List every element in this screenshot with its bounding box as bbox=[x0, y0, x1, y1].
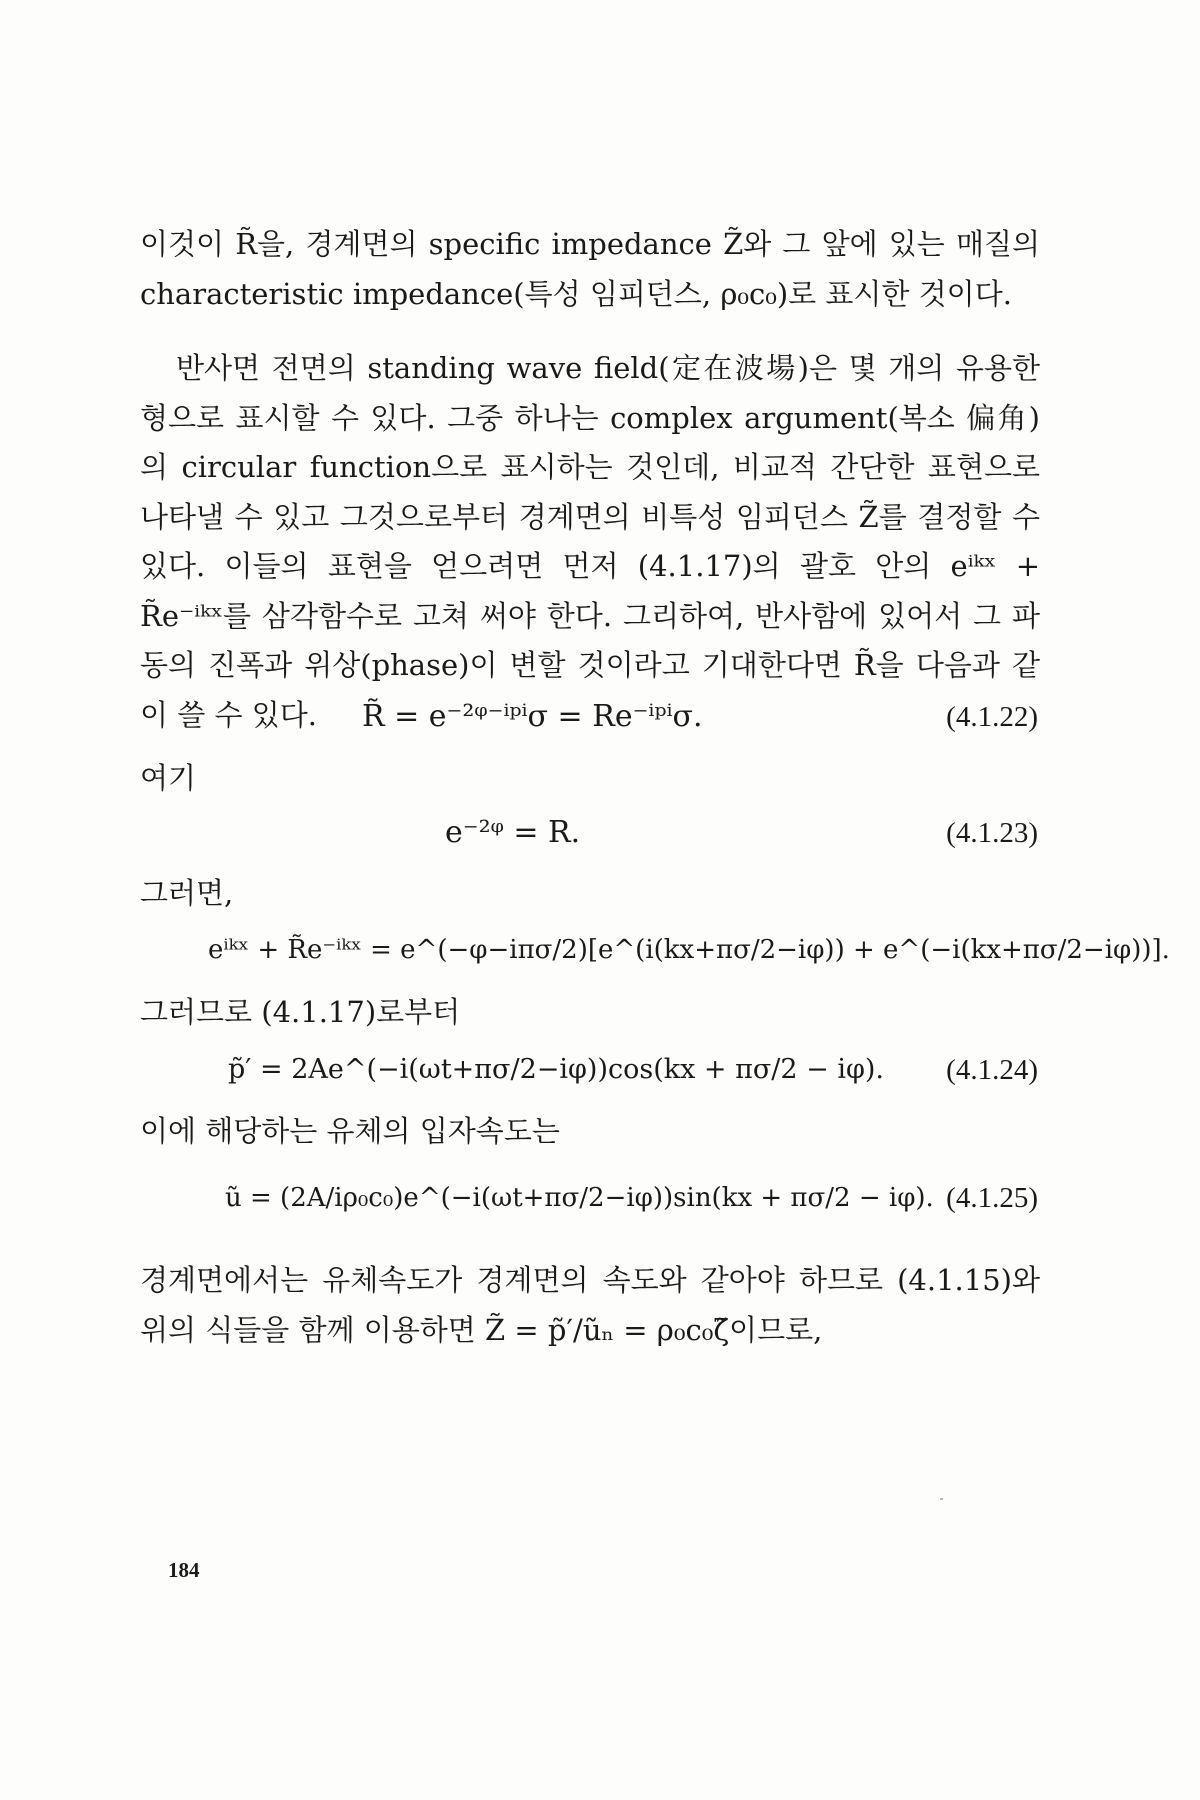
equation-number-4-1-25: (4.1.25) bbox=[946, 1182, 1038, 1214]
paragraph-standing-wave: 반사면 전면의 standing wave field(定在波場)은 몇 개의 유용한 형으로 표시할 수 있다. 그중 하나는 complex argument(복소 偏角)의 circular function으로 표시하는 것인데, 비교적 간단한 표현으로 나타낼 수 있고 그것으로부터 경계면의 비특성 임피던스 Z̃를 결정할 수 있다. 이들의 표현을 얻으려면 먼저 (4.1.17)의 괄호 안의 eⁱᵏˣ + R̃e⁻ⁱᵏˣ를 삼각함수로 고쳐 써야 한다. 그리하여, 반사함에 있어서 그 파동의 진폭과 위상(phase)이 변할 것이라고 기대한다면 R̃을 다음과 같이 쓸 수 있다. bbox=[140, 351, 1040, 732]
equation-4-1-23: e⁻²ᵠ = R. bbox=[445, 815, 581, 850]
label-then: 그러면, bbox=[140, 876, 234, 910]
equation-4-1-22: R̃ = e⁻²ᵠ⁻ⁱᵖⁱσ = Re⁻ⁱᵖⁱσ. bbox=[362, 699, 703, 734]
equation-number-4-1-22: (4.1.22) bbox=[946, 701, 1038, 733]
page-number: 184 bbox=[168, 1558, 200, 1582]
equation-number-4-1-24: (4.1.24) bbox=[946, 1054, 1038, 1086]
label-here: 여기 bbox=[140, 761, 197, 795]
scan-speck bbox=[940, 1498, 943, 1500]
label-therefore: 그러므로 (4.1.17)로부터 bbox=[140, 995, 461, 1029]
equation-number-4-1-23: (4.1.23) bbox=[946, 817, 1038, 849]
paragraph-reflection-impedance: 이것이 R̃을, 경계면의 specific impedance Z̃와 그 앞에 있는 매질의 characteristic impedance(특성 임피던스, ρ₀c₀)로 표시한 것이다. bbox=[140, 227, 1040, 311]
equation-expansion: eⁱᵏˣ + R̃e⁻ⁱᵏˣ = e^(−φ−iπσ/2)[e^(i(kx+πσ/2−iφ)) + e^(−i(kx+πσ/2−iφ))]. bbox=[208, 935, 1170, 965]
equation-4-1-25: ũ = (2A/iρ₀c₀)e^(−i(ωt+πσ/2−iφ))sin(kx + πσ/2 − iφ). bbox=[225, 1183, 934, 1213]
paragraph-boundary-condition: 경계면에서는 유체속도가 경계면의 속도와 같아야 하므로 (4.1.15)와 위의 식들을 함께 이용하면 Z̃ = p̃′/ũₙ = ρ₀c₀ζ̃이므로, bbox=[140, 1263, 1040, 1347]
label-velocity: 이에 해당하는 유체의 입자속도는 bbox=[140, 1114, 560, 1148]
equation-4-1-24: p̃′ = 2Ae^(−i(ωt+πσ/2−iφ))cos(kx + πσ/2 − iφ). bbox=[228, 1054, 885, 1085]
